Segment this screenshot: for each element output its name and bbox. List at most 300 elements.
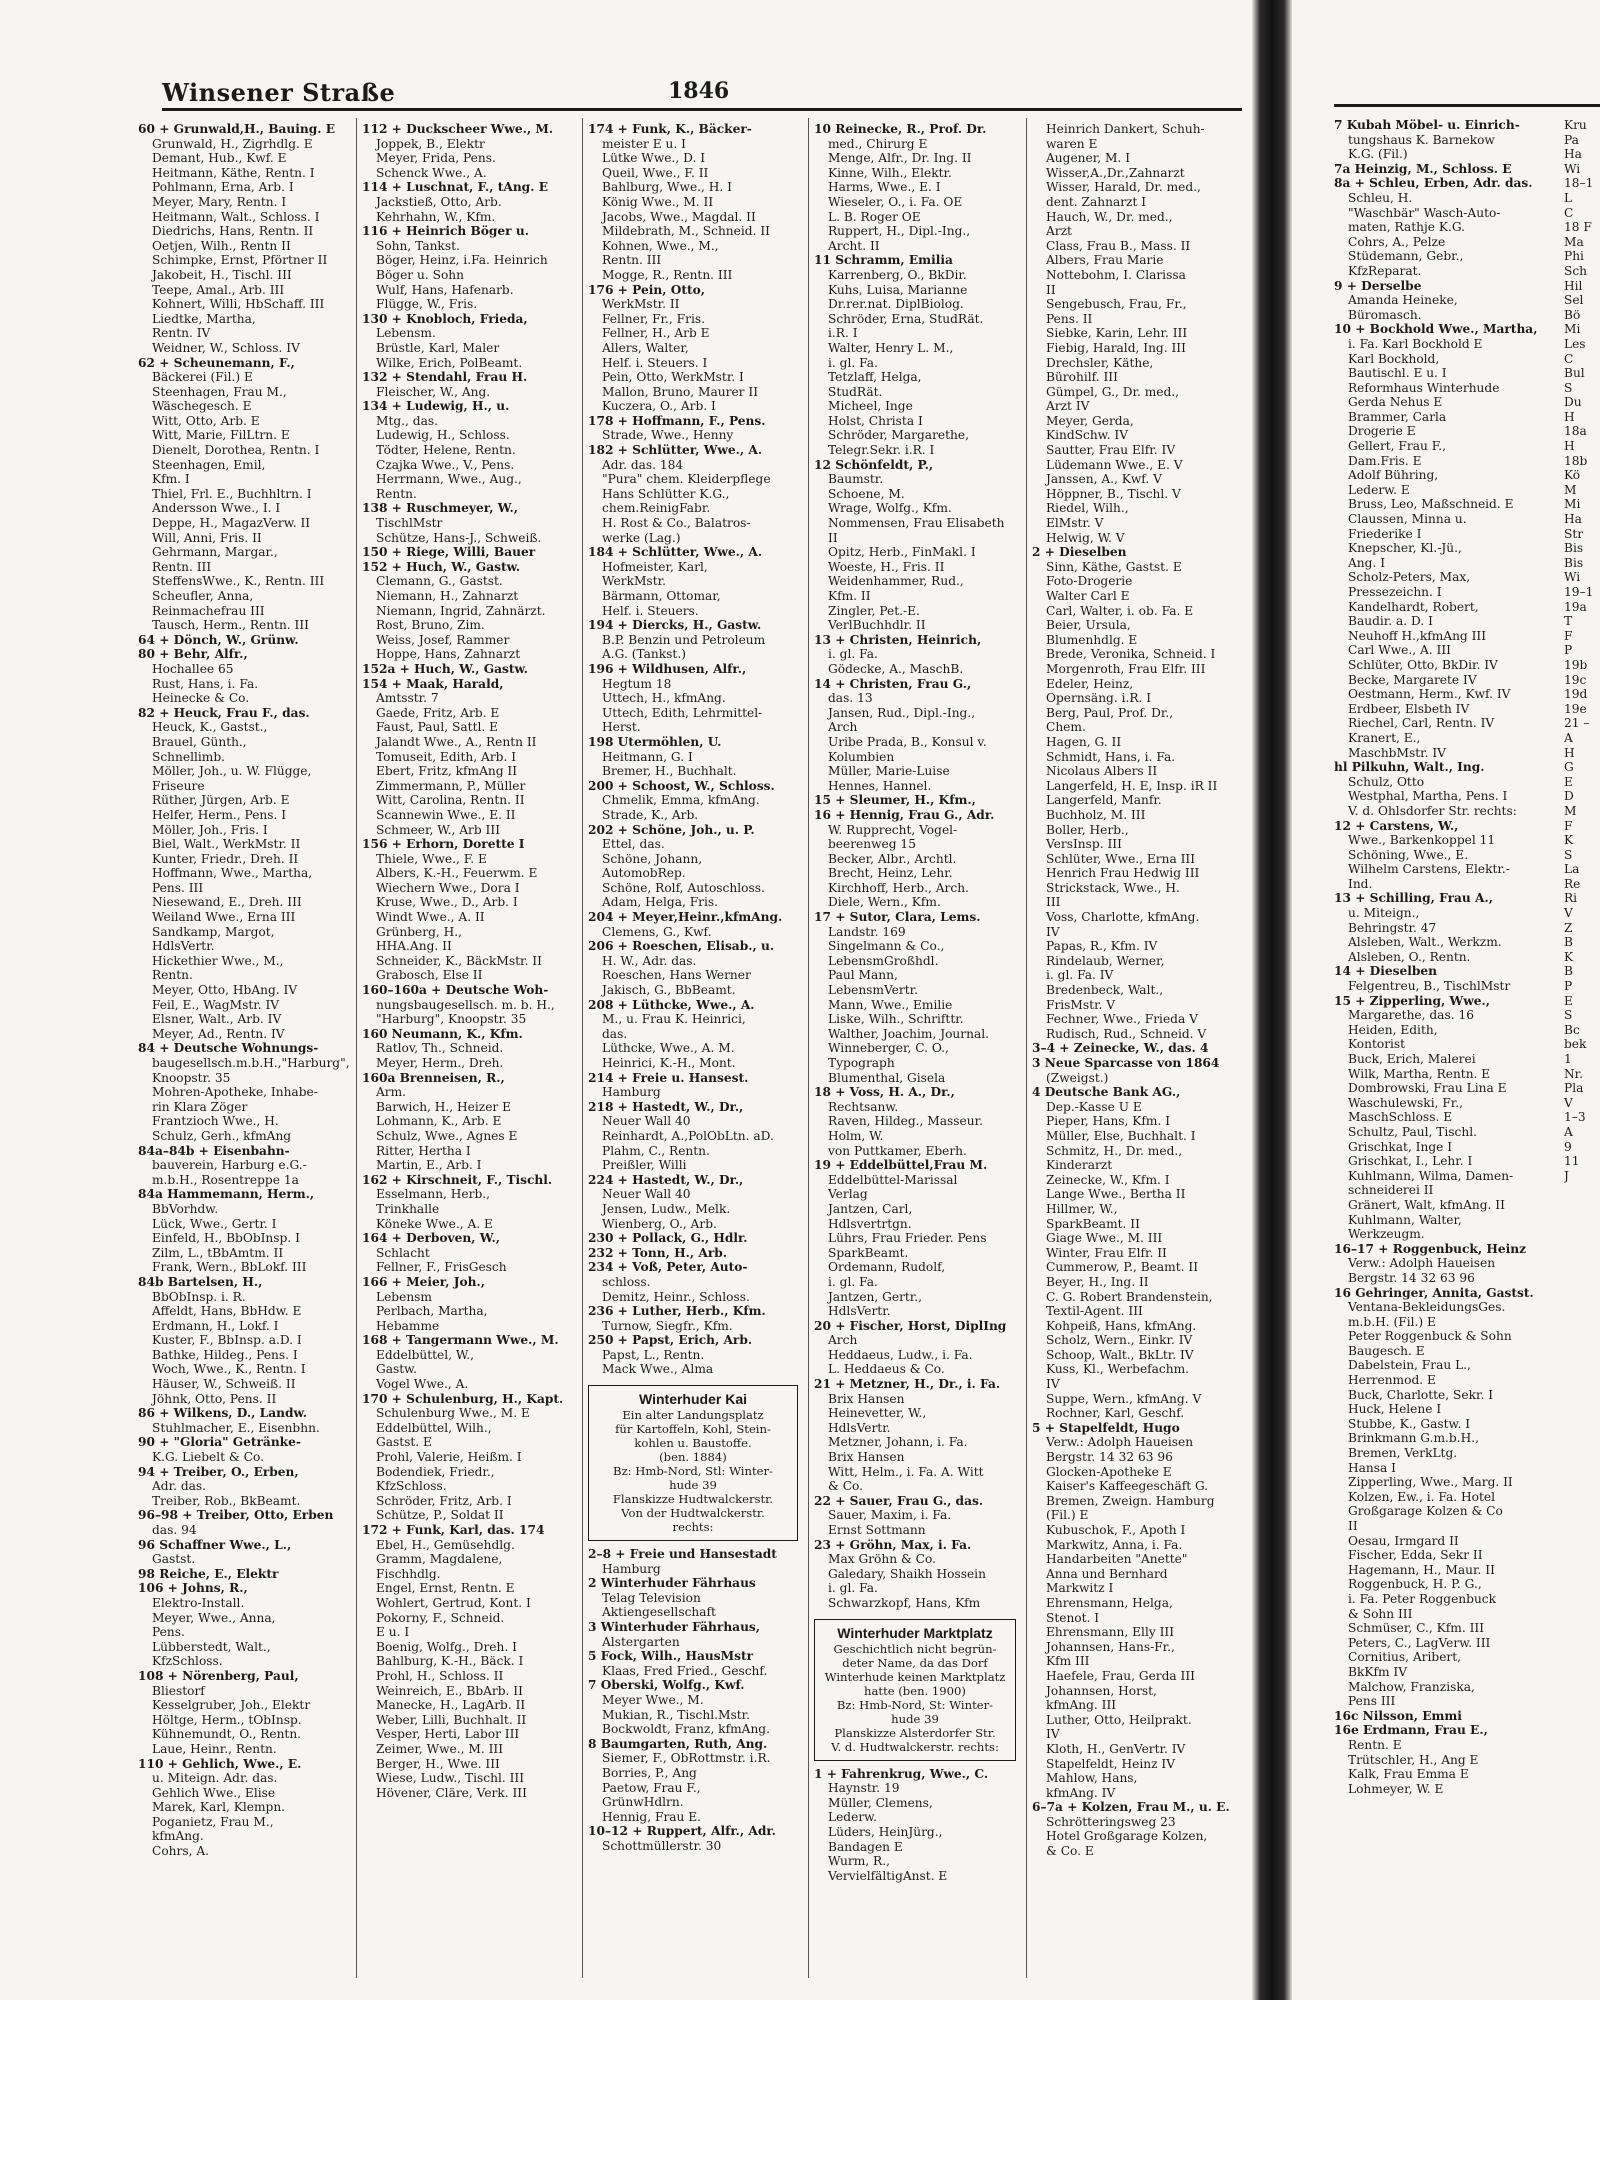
directory-entry: Paul Mann,: [828, 968, 898, 983]
cut-off-entry: B: [1564, 935, 1573, 950]
directory-entry: 214 + Freie u. Hansest.: [588, 1070, 749, 1085]
directory-entry: Reinmachefrau III: [152, 603, 265, 618]
cut-off-entry: Ri: [1564, 891, 1578, 906]
directory-entry: Rindelaub, Werner,: [1046, 953, 1165, 968]
directory-entry: Claussen, Minna u.: [1348, 512, 1467, 527]
directory-entry: Meyer, Frida, Pens.: [376, 151, 496, 166]
directory-entry: Bahlburg, K.-H., Bäck. I: [376, 1654, 524, 1669]
directory-entry: StudRät.: [828, 384, 883, 399]
directory-entry: LebensmGroßhdl.: [828, 953, 939, 968]
directory-entry: Meyer, Mary, Rentn. I: [152, 194, 287, 209]
directory-entry: Kohpeiß, Hans, kfmAng.: [1046, 1318, 1197, 1333]
directory-entry: Gränert, Walt, kfmAng. II: [1348, 1197, 1505, 1212]
directory-entry: Brix Hansen: [828, 1391, 905, 1406]
directory-entry: Edeler, Heinz,: [1046, 676, 1134, 691]
directory-entry: Blumenhdlg. E: [1046, 632, 1138, 647]
directory-entry: Hamburg: [602, 1561, 661, 1576]
directory-entry: Heddaeus, Ludw., i. Fa.: [828, 1347, 973, 1362]
directory-entry: IV: [1046, 1727, 1060, 1742]
directory-entry: Suppe, Wern., kfmAng. V: [1046, 1391, 1202, 1406]
directory-entry: 3 Winterhuder Fährhaus,: [588, 1620, 761, 1635]
directory-entry: 96–98 + Treiber, Otto, Erben: [138, 1508, 334, 1523]
directory-entry: Liedtke, Martha,: [152, 311, 256, 326]
directory-entry: Oetjen, Wilh., Rentn II: [152, 238, 291, 253]
directory-entry: 3 Neue Sparcasse von 1864: [1032, 1056, 1220, 1070]
directory-entry: Riedel, Wilh.,: [1046, 501, 1129, 516]
directory-entry: Brix Hansen: [828, 1450, 905, 1465]
directory-entry: Bahlburg, Wwe., H. I: [602, 180, 732, 195]
street-info-line: Bz: Hmb-Nord, St: Winter-: [836, 1697, 994, 1712]
directory-entry: 13 + Schilling, Frau A.,: [1334, 891, 1493, 906]
directory-entry: Rost, Bruno, Zim.: [376, 618, 485, 633]
directory-entry: 218 + Hastedt, W., Dr.,: [588, 1099, 744, 1114]
directory-entry: Chem.: [1046, 720, 1086, 735]
directory-entry: Ordemann, Rudolf,: [828, 1260, 946, 1275]
directory-entry: Schneider, K., BäckMstr. II: [376, 953, 542, 968]
street-info-box: [814, 1619, 1016, 1761]
directory-entry: Strade, Wwe., Henny: [602, 428, 734, 443]
street-info-line: Flanskizze Hudtwalckerstr.: [612, 1492, 774, 1507]
directory-entry: Fechner, Wwe., Frieda V: [1046, 1012, 1198, 1027]
directory-entry: 18 + Voss, H. A., Dr.,: [814, 1085, 955, 1100]
directory-entry: Böger, Heinz, i.Fa. Heinrich: [376, 253, 548, 268]
cut-off-entry: Du: [1564, 395, 1582, 410]
directory-entry: Pein, Otto, WerkMstr. I: [602, 370, 744, 385]
directory-entry: Langerfeld, Manfr.: [1046, 793, 1162, 808]
directory-entry: Fellner, F., FrisGesch: [376, 1260, 507, 1275]
directory-entry: 166 + Meier, Joh.,: [362, 1274, 486, 1289]
directory-entry: Pens. III: [152, 880, 204, 895]
directory-entry: Höltge, Herm., tObInsp.: [152, 1712, 302, 1727]
directory-entry: Reformhaus Winterhude: [1348, 380, 1500, 395]
directory-entry: Heuck, K., Gastst.,: [152, 720, 268, 735]
directory-entry: GrünwHdlrn.: [602, 1795, 684, 1810]
directory-entry: Heinevetter, W.,: [828, 1406, 927, 1421]
directory-entry: KfzReparat.: [1348, 263, 1422, 278]
directory-entry: Bürohilf. III: [1046, 370, 1118, 385]
directory-entry: 236 + Luther, Herb., Kfm.: [588, 1304, 766, 1319]
directory-entry: ElMstr. V: [1046, 516, 1104, 531]
directory-entry: Albers, K.-H., Feuerwm. E: [376, 866, 538, 881]
directory-entry: das.: [602, 1026, 628, 1041]
directory-entry: Witt, Carolina, Rentn. II: [376, 793, 525, 808]
cut-off-entry: M: [1564, 803, 1577, 818]
directory-entry: Schoene, M.: [828, 486, 905, 501]
directory-entry: Boller, Herb.,: [1046, 822, 1129, 837]
directory-entry: Schöning, Wwe., E.: [1348, 847, 1469, 862]
directory-entry: Rust, Hans, i. Fa.: [152, 676, 259, 691]
directory-entry: Mtg., das.: [376, 413, 438, 428]
directory-entry: Ehrensmann, Helga,: [1046, 1595, 1173, 1610]
directory-entry: Scholz-Peters, Max,: [1348, 570, 1471, 585]
directory-entry: Harms, Wwe., E. I: [828, 180, 941, 195]
directory-entry: E u. I: [376, 1625, 410, 1640]
directory-entry: Holst, Christa I: [828, 413, 923, 428]
cut-off-entry: Sch: [1564, 263, 1588, 278]
directory-entry: Wisser, Harald, Dr. med.,: [1046, 180, 1201, 195]
directory-entry: 194 + Diercks, H., Gastw.: [588, 618, 762, 633]
directory-entry: Andersson Wwe., I. I: [152, 501, 281, 516]
directory-entry: WerkMstr. II: [602, 297, 680, 312]
directory-entry: 10 + Bockhold Wwe., Martha,: [1334, 322, 1538, 337]
directory-entry: Drechsler, Käthe,: [1046, 355, 1154, 370]
directory-entry: Telag Television: [602, 1590, 701, 1605]
directory-column-4: [814, 122, 1020, 1980]
directory-entry: Zipperling, Wwe., Marg. II: [1348, 1475, 1513, 1490]
directory-entry: III: [1046, 895, 1061, 910]
cut-off-entry: B: [1564, 964, 1573, 979]
directory-entry: Thiele, Wwe., F. E: [376, 851, 487, 866]
directory-entry: Hagen, G. II: [1046, 734, 1122, 749]
directory-entry: Pens. II: [1046, 311, 1093, 326]
directory-entry: Bruss, Leo, Maßschneid. E: [1348, 497, 1514, 512]
directory-entry: 5 Fock, Wilh., HausMstr: [588, 1649, 754, 1664]
directory-entry: Weidner, W., Schloss. IV: [152, 340, 300, 355]
directory-entry: Schultz, Paul, Tischl.: [1348, 1124, 1477, 1139]
directory-entry: Karrenberg, O., BkDir.: [828, 267, 967, 282]
directory-entry: 176 + Pein, Otto,: [588, 282, 705, 297]
directory-entry: Schulz, Gerh., kfmAng: [152, 1128, 292, 1143]
cut-off-entry: V: [1564, 906, 1573, 921]
cut-off-entry: 19a: [1564, 599, 1587, 614]
directory-entry: 84b Bartelsen, H.,: [138, 1274, 263, 1289]
directory-entry: Brede, Veronika, Schneid. I: [1046, 647, 1216, 662]
directory-entry: 232 + Tonn, H., Arb.: [588, 1245, 728, 1260]
directory-entry: Schimpke, Ernst, Pförtner II: [152, 253, 328, 268]
directory-entry: Markwitz I: [1046, 1581, 1114, 1596]
directory-entry: Raven, Hildeg., Masseur.: [828, 1114, 983, 1129]
directory-entry: 2–8 + Freie und Hansestadt: [588, 1547, 777, 1562]
directory-entry: Schottmüllerstr. 30: [602, 1838, 722, 1853]
directory-entry: das. 94: [152, 1523, 197, 1537]
directory-entry: Dep.-Kasse U E: [1046, 1099, 1142, 1114]
cut-off-entry: C: [1564, 205, 1574, 220]
directory-entry: AutomobRep.: [602, 866, 686, 881]
directory-entry: Pens III: [1348, 1694, 1396, 1709]
directory-entry: "Harburg", Knoopstr. 35: [376, 1012, 527, 1027]
directory-entry: Stüdemann, Gebr.,: [1348, 249, 1464, 264]
directory-entry: Galedary, Shaikh Hossein: [828, 1566, 986, 1581]
directory-entry: Faust, Paul, Sattl. E: [376, 720, 499, 735]
directory-entry: Herrenmod. E: [1348, 1373, 1436, 1388]
directory-entry: Kinderarzt: [1046, 1158, 1113, 1173]
directory-entry: Affeldt, Hans, BbHdw. E: [152, 1304, 302, 1319]
directory-entry: Hamburg: [602, 1085, 661, 1100]
directory-entry: 198 Utermöhlen, U.: [588, 734, 722, 749]
column-divider: [1026, 118, 1027, 1978]
directory-entry: Baugesch. E: [1348, 1343, 1425, 1358]
directory-entry: werke (Lag.): [602, 530, 681, 545]
directory-entry: 60 + Grunwald,H., Bauing. E: [138, 122, 336, 136]
directory-entry: i. gl. Fa.: [828, 1581, 878, 1596]
directory-entry: Herst.: [602, 720, 641, 735]
directory-entry: MaschSchloss. E: [1348, 1110, 1453, 1125]
directory-entry: 11 Schramm, Emilia: [814, 253, 953, 268]
directory-entry: Hegtum 18: [602, 676, 672, 691]
directory-entry: 10 Reinecke, R., Prof. Dr.: [814, 122, 987, 136]
cut-off-entry: F: [1564, 628, 1573, 643]
directory-entry: Woch, Wwe., K., Rentn. I: [152, 1362, 306, 1377]
directory-entry: Alsleben, Walt., Werkzm.: [1348, 935, 1502, 950]
directory-entry: Malchow, Franziska,: [1348, 1679, 1475, 1694]
directory-entry: HdlsVertr.: [828, 1304, 891, 1319]
directory-entry: Luther, Otto, Heilprakt.: [1046, 1712, 1192, 1727]
directory-entry: Möller, Joh., u. W. Flügge,: [152, 764, 312, 779]
street-info-line: hatte (ben. 1900): [864, 1683, 966, 1698]
directory-entry: Diele, Wern., Kfm.: [828, 895, 941, 910]
directory-entry: Hövener, Cläre, Verk. III: [376, 1785, 527, 1800]
cut-off-entry: E: [1564, 993, 1573, 1008]
directory-entry: Albers, Frau Marie: [1046, 253, 1164, 268]
directory-entry: B.P. Benzin und Petroleum: [602, 632, 766, 647]
street-info-line: (ben. 1884): [659, 1450, 727, 1465]
directory-entry: Nommensen, Frau Elisabeth: [828, 516, 1005, 531]
facing-page-cut-column: [1564, 118, 1600, 1978]
directory-entry: Barwich, H., Heizer E: [376, 1099, 512, 1114]
directory-entry: M., u. Frau K. Heinrici,: [602, 1012, 746, 1027]
cut-off-entry: V: [1564, 1095, 1573, 1110]
directory-entry: Knepscher, Kl.-Jü.,: [1348, 541, 1462, 556]
directory-column-3: [588, 122, 802, 1980]
directory-entry: Heitmann, Käthe, Rentn. I: [152, 165, 315, 180]
cut-off-entry: Bul: [1564, 366, 1585, 381]
directory-entry: schneiderei II: [1348, 1183, 1434, 1198]
directory-entry: Weber, Lilli, Buchhalt. II: [376, 1712, 527, 1727]
directory-entry: Grischkat, I., Lehr. I: [1348, 1154, 1473, 1169]
directory-entry: SparkBeamt.: [828, 1245, 909, 1260]
directory-entry: Cummerow, P., Beamt. II: [1046, 1260, 1199, 1275]
cut-off-entry: Hil: [1564, 278, 1583, 293]
directory-entry: Siebke, Karin, Lehr. III: [1046, 326, 1188, 341]
directory-entry: Kuczera, O., Arb. I: [602, 399, 716, 414]
directory-entry: Ventana-BekleidungsGes.: [1348, 1300, 1506, 1315]
directory-entry: 12 + Carstens, W.,: [1334, 818, 1459, 833]
directory-entry: Schütze, P., Soldat II: [376, 1508, 504, 1523]
directory-entry: 170 + Schulenburg, H., Kapt.: [362, 1391, 564, 1406]
directory-entry: Wilhelm Carstens, Elektr.-: [1348, 862, 1510, 877]
directory-entry: Laue, Heinr., Rentn.: [152, 1741, 277, 1756]
directory-entry: Wiechern Wwe., Dora I: [376, 880, 520, 895]
directory-entry: Turnow, Siegfr., Kfm.: [602, 1318, 733, 1333]
directory-entry: Demant, Hub., Kwf. E: [152, 151, 287, 166]
cut-off-entry: Re: [1564, 876, 1581, 891]
directory-entry: 152a + Huch, W., Gastw.: [362, 661, 528, 676]
directory-entry: Gastst.: [152, 1552, 196, 1567]
cut-off-entry: Kö: [1564, 468, 1581, 483]
directory-entry: Witt, Otto, Arb. E: [152, 413, 260, 428]
directory-entry: 116 + Heinrich Böger u.: [362, 224, 529, 239]
directory-entry: 156 + Erhorn, Dorette I: [362, 837, 525, 852]
directory-entry: Bergstr. 14 32 63 96: [1046, 1450, 1173, 1465]
cut-off-entry: 18b: [1564, 453, 1588, 468]
directory-entry: Becke, Margarete IV: [1348, 672, 1477, 687]
directory-entry: Kolumbien: [828, 749, 895, 764]
directory-entry: Bergstr. 14 32 63 96: [1348, 1270, 1475, 1285]
directory-entry: K.G. (Fil.): [1348, 147, 1408, 162]
directory-entry: Opitz, Herb., FinMakl. I: [828, 545, 976, 560]
directory-entry: Joppek, B., Elektr: [376, 136, 485, 151]
directory-entry: Hofmeister, Karl,: [602, 559, 708, 574]
directory-entry: Prohl, H., Schloss. II: [376, 1668, 504, 1683]
street-info-line: Ein alter Landungsplatz: [622, 1408, 764, 1423]
directory-entry: IV: [1046, 1377, 1060, 1392]
directory-entry: Wilk, Martha, Rentn. E: [1348, 1066, 1491, 1081]
directory-entry: Grischkat, Inge I: [1348, 1139, 1453, 1154]
directory-entry: 14 + Dieselben: [1334, 964, 1437, 979]
directory-entry: Kuster, F., BbInsp. a.D. I: [152, 1333, 302, 1348]
directory-entry: Peters, C., LagVerw. III: [1348, 1635, 1491, 1650]
directory-entry: Großgarage Kolzen & Co: [1348, 1504, 1503, 1519]
directory-entry: Schlacht: [376, 1245, 430, 1260]
directory-entry: Class, Frau B., Mass. II: [1046, 238, 1191, 253]
directory-entry: Kuss, Kl., Werbefachm.: [1046, 1362, 1190, 1377]
directory-entry: Menge, Alfr., Dr. Ing. II: [828, 151, 972, 166]
directory-entry: Felgentreu, B., TischlMstr: [1348, 979, 1511, 994]
directory-entry: Schöne, Rolf, Autoschloss.: [602, 880, 765, 895]
directory-entry: Ernst Sottmann: [828, 1523, 926, 1537]
directory-entry: Sandkamp, Margot,: [152, 924, 275, 939]
directory-entry: 7 Kubah Möbel- u. Einrich-: [1334, 118, 1520, 132]
directory-entry: Gastst. E: [376, 1435, 432, 1450]
directory-entry: SparkBeamt. II: [1046, 1216, 1140, 1231]
directory-entry: Fellner, H., Arb E: [602, 326, 710, 341]
directory-entry: Meyer Wwe., M.: [602, 1693, 704, 1707]
directory-entry: Ang. I: [1348, 555, 1386, 570]
directory-entry: 160–160a + Deutsche Woh-: [362, 983, 549, 998]
cut-off-entry: 19e: [1564, 701, 1587, 716]
cut-off-entry: T: [1564, 614, 1573, 629]
cut-off-entry: S: [1564, 847, 1573, 862]
directory-entry: HHA.Ang. II: [376, 939, 452, 954]
directory-entry: Bandagen E: [828, 1839, 903, 1854]
directory-entry: 8 Baumgarten, Ruth, Ang.: [588, 1736, 768, 1751]
directory-entry: Berger, H., Wwe. III: [376, 1756, 500, 1771]
directory-entry: Adr. das. 184: [602, 457, 684, 472]
directory-entry: Will, Anni, Fris. II: [152, 530, 262, 545]
directory-entry: Bremer, H., Buchhalt.: [602, 764, 737, 779]
directory-entry: Kuhlmann, Wilma, Damen-: [1348, 1168, 1514, 1183]
directory-entry: Jantzen, Carl,: [828, 1201, 913, 1216]
directory-entry: Arch: [828, 720, 858, 735]
directory-entry: Rentn. III: [152, 559, 212, 574]
directory-entry: Roggenbuck, H. P. G.,: [1348, 1577, 1482, 1592]
directory-entry: 62 + Scheunemann, F.,: [138, 355, 295, 370]
directory-entry: Sohn, Tankst.: [376, 238, 460, 253]
directory-entry: II: [1046, 282, 1056, 297]
cut-off-entry: Ha: [1564, 147, 1582, 162]
directory-entry: Meyer, Wwe., Anna,: [152, 1610, 276, 1625]
directory-entry: Verw.: Adolph Haueisen: [1046, 1435, 1194, 1450]
directory-entry: Teepe, Amal., Arb. III: [152, 282, 285, 297]
directory-entry: 10–12 + Ruppert, Alfr., Adr.: [588, 1824, 776, 1839]
directory-entry: 112 + Duckscheer Wwe., M.: [362, 122, 554, 136]
directory-entry: Frank, Wern., BbLokf. III: [152, 1260, 307, 1275]
directory-entry: Rechtsanw.: [828, 1099, 899, 1114]
cut-off-entry: 19–1: [1564, 585, 1594, 599]
directory-entry: 108 + Nörenberg, Paul,: [138, 1668, 299, 1683]
directory-entry: Textil-Agent. III: [1046, 1304, 1143, 1319]
directory-entry: Glocken-Apotheke E: [1046, 1464, 1172, 1479]
cut-off-entry: Mi: [1564, 497, 1581, 512]
directory-entry: Möller, Joh., Fris. I: [152, 822, 268, 837]
directory-entry: 17 + Sutor, Clara, Lems.: [814, 910, 981, 925]
cut-off-entry: 18a: [1564, 424, 1587, 439]
directory-entry: 106 + Johns, R.,: [138, 1581, 248, 1596]
facing-page-column: [1334, 118, 1552, 1978]
cut-off-entry: Pa: [1564, 132, 1579, 147]
directory-entry: A.G. (Tankst.): [602, 647, 686, 662]
directory-entry: Morgenroth, Frau Elfr. III: [1046, 661, 1206, 676]
column-divider: [356, 118, 357, 1978]
directory-entry: Allers, Walter,: [602, 340, 689, 355]
street-info-line: für Kartoffeln, Kohl, Stein-: [615, 1422, 771, 1437]
directory-entry: 202 + Schöne, Joh., u. P.: [588, 822, 755, 837]
directory-entry: Einfeld, H., BbObInsp. I: [152, 1231, 300, 1246]
directory-entry: Zeimer, Wwe., M. III: [376, 1741, 504, 1756]
directory-entry: Lange Wwe., Bertha II: [1046, 1187, 1186, 1202]
directory-entry: 134 + Ludewig, H., u.: [362, 399, 510, 414]
directory-entry: Hans Schlütter K.G.,: [602, 486, 730, 501]
directory-entry: II: [1348, 1519, 1358, 1533]
directory-entry: Eddelbüttel, W.,: [376, 1347, 475, 1362]
directory-entry: Buchholz, M. III: [1046, 807, 1146, 822]
cut-off-entry: P: [1564, 643, 1573, 658]
directory-entry: Jacobs, Wwe., Magdal. II: [602, 209, 756, 224]
directory-entry: Hauch, W., Dr. med.,: [1046, 209, 1173, 224]
directory-entry: Erdbeer, Elsbeth IV: [1348, 701, 1470, 716]
directory-entry: 14 + Christen, Frau G.,: [814, 676, 972, 691]
directory-entry: Ritter, Hertha I: [376, 1143, 471, 1158]
directory-entry: 80 + Behr, Alfr.,: [138, 647, 248, 662]
directory-entry: Jalandt Wwe., A., Rentn II: [376, 734, 537, 749]
directory-entry: Paetow, Frau F.,: [602, 1780, 701, 1795]
directory-entry: Arm.: [376, 1085, 407, 1100]
directory-entry: Papst, L., Rentn.: [602, 1347, 705, 1362]
directory-entry: 98 Reiche, E., Elektr: [138, 1566, 279, 1581]
directory-entry: hl Pilkuhn, Walt., Ing.: [1334, 760, 1485, 775]
directory-entry: i. Fa. Karl Bockhold E: [1348, 336, 1483, 351]
cut-off-entry: bek: [1564, 1037, 1587, 1052]
directory-entry: Lührs, Frau Frieder. Pens: [828, 1231, 987, 1246]
directory-entry: Heinecke & Co.: [152, 691, 250, 706]
directory-entry: Thiel, Frl. E., Buchhltrn. I: [152, 486, 312, 501]
directory-entry: 208 + Lüthcke, Wwe., A.: [588, 997, 755, 1012]
directory-entry: i. gl. Fa. IV: [1046, 968, 1114, 983]
directory-entry: K.G. Liebelt & Co.: [152, 1450, 264, 1465]
directory-entry: Weiss, Josef, Rammer: [376, 632, 510, 647]
street-info-line: Von der Hudtwalckerstr.: [621, 1506, 765, 1521]
directory-entry: Grunwald, H., Zigrhdlg. E: [152, 136, 313, 151]
directory-entry: dent. Zahnarzt I: [1046, 194, 1147, 209]
cut-off-entry: 11: [1564, 1154, 1580, 1169]
directory-entry: bauverein, Harburg e.G.-: [152, 1158, 307, 1173]
directory-entry: 13 + Christen, Heinrich,: [814, 632, 982, 647]
directory-entry: Tetzlaff, Helga,: [828, 370, 922, 385]
directory-entry: Handarbeiten "Anette": [1046, 1552, 1188, 1567]
directory-entry: Dombrowski, Frau Lina E: [1348, 1081, 1507, 1096]
directory-entry: 94 + Treiber, O., Erben,: [138, 1464, 299, 1479]
directory-entry: & Co. E: [1046, 1844, 1094, 1859]
directory-entry: Walther, Joachim, Journal.: [828, 1026, 989, 1041]
cut-off-entry: Sel: [1564, 293, 1584, 308]
directory-entry: Kuhlmann, Walter,: [1348, 1212, 1462, 1227]
directory-entry: Lebensm.: [376, 326, 436, 341]
cut-off-entry: D: [1564, 789, 1574, 804]
directory-entry: W. Rupprecht, Vogel-: [828, 822, 958, 837]
directory-entry: Fiebig, Harald, Ing. III: [1046, 340, 1186, 355]
directory-entry: Foto-Drogerie: [1046, 574, 1133, 589]
directory-entry: Wwe., Barkenkoppel 11: [1348, 833, 1496, 848]
